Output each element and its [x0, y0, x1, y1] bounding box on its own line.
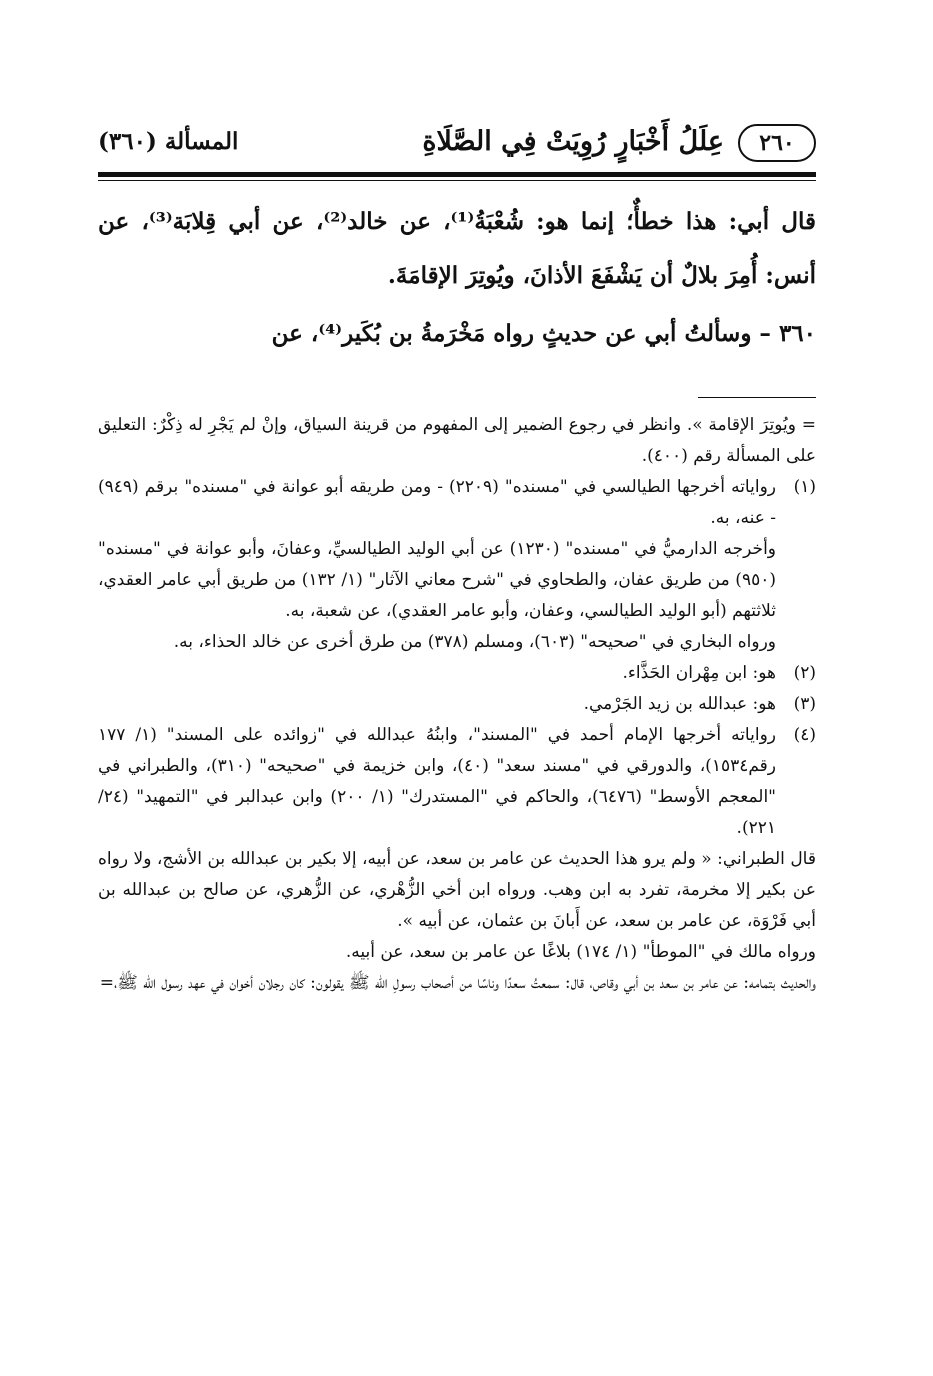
question-paragraph: ٣٦٠ – وسألتُ أبي عن حديثٍ رواه مَخْرَمةُ بن بُكَير⁽⁴⁾، عن [271, 320, 816, 347]
footnote-4 [98, 720, 816, 844]
footnote-paragraph: وأخرجه الدارميُّ في "مسنده" (١٢٣٠) عن أبي الوليد الطيالسيِّ، وعفانَ، وأبو عوانة في "مسنده" (٩٥٠) من طريق عفان، والطحاوي في "شرح معاني الآثار" (١/ ١٣٢) من طريق أبي عامر العقدي، ثلاثتهم (أبو الوليد الطيالسي، وعفان، وأبو عامر العقدي)، عن شعبة، به. [98, 539, 776, 621]
footnote-paragraph-hadith: والحديث بتمامه: عن عامر بن سعد بن أبي وقاص، قال: سمعتُ سعدًا وناسًا من أصحاب رسولِ الله ﷺ يقولون: كان رجلان أخوان في عهد رسول الله ﷺ،= [99, 973, 816, 993]
main-text [98, 195, 816, 361]
footnote-3 [98, 689, 816, 720]
footnote-number: (١) [793, 477, 816, 497]
footnote-paragraph: رواياته أخرجها الإمام أحمد في "المسند"، وابنُهُ عبدالله في "زوائده على المسند" (١/ ١٧٧ رقم١٥٣٤)، والدورقي في "مسند سعد" (٤٠)، وابن خزيمة في "صحيحه" (٣١٠)، والطبراني في "المعجم الأوسط" (٦٤٧٦)، والحاكم في "المستدرك" (١/ ٢٠٠) وابن عبدالبر في "التمهيد" (٢٤/ ٢٢١). [98, 725, 776, 838]
footnote-number: (٢) [793, 663, 816, 683]
footnotes [98, 410, 816, 999]
footnote-body: هو: ابن مِهْران الحَذَّاء. [622, 663, 776, 683]
book-title: عِلَلُ أَخْبَارٍ رُوِيَتْ فِي الصَّلَاةِ [422, 126, 724, 157]
footnote-body: هو: عبدالله بن زيد الجَرْمي. [583, 694, 776, 714]
footnote-1 [98, 472, 816, 658]
header-rule-thin [98, 180, 816, 181]
footnote-paragraph-tabarani: قال الطبراني: « ولم يرو هذا الحديث عن عامر بن سعد، عن أبيه، إلا بكير بن عبدالله بن الأشج، ولا رواه عن بكير إلا مخرمة، تفرد به ابن وهب. ورواه ابن أخي الزُّهْري، عن الزُّهري، عن صالح بن عبدالله بن أبي فَرْوَة، عن عامر بن سعد، عن أَبانَ بن عثمان، عن أبيه ». [98, 849, 816, 931]
page-content [98, 118, 816, 999]
footnote-continuation: = ويُوتِرَ الإقامة ». وانظر في رجوع الضمير إلى المفهوم من قرينة السياق، وإنْ لم يَجْرِ له ذِكْرٌ: التعليق على المسألة رقم (٤٠٠). [98, 415, 816, 466]
page-number-badge: ٢٦٠ [738, 124, 816, 162]
footnote-body [98, 472, 776, 658]
header-rule-thick [98, 172, 816, 177]
footnote-paragraph-malik: ورواه مالك في "الموطأ" (١/ ١٧٤) بلاغًا عن عامر بن سعد، عن أبيه. [345, 942, 816, 962]
footnote-number: (٣) [793, 694, 816, 714]
main-paragraph: قال أبي: هذا خطأٌ؛ إنما هو: شُعْبَةُ⁽¹⁾، عن خالد⁽²⁾، عن أبي قِلابَة⁽³⁾، عن أنس: أُمِرَ بلالٌ أن يَشْفَعَ الأذانَ، ويُوتِرَ الإقامَةَ. [98, 208, 817, 289]
page-header [98, 118, 816, 168]
footnote-2 [98, 658, 816, 689]
footnote-paragraph: رواياته أخرجها الطيالسي في "مسنده" (٢٢٠٩) - ومن طريقه أبو عوانة في "مسنده" برقم (٩٤٩) - عنه، به. [98, 477, 776, 528]
footnote-paragraph: ورواه البخاري في "صحيحه" (٦٠٣)، ومسلم (٣٧٨) من طرق أخرى عن خالد الحذاء، به. [173, 632, 776, 652]
masala-label: المسألة (٣٦٠) [98, 128, 239, 155]
footnote-number: (٤) [793, 725, 816, 745]
footnote-body [98, 720, 776, 844]
footnote-separator [698, 397, 816, 398]
